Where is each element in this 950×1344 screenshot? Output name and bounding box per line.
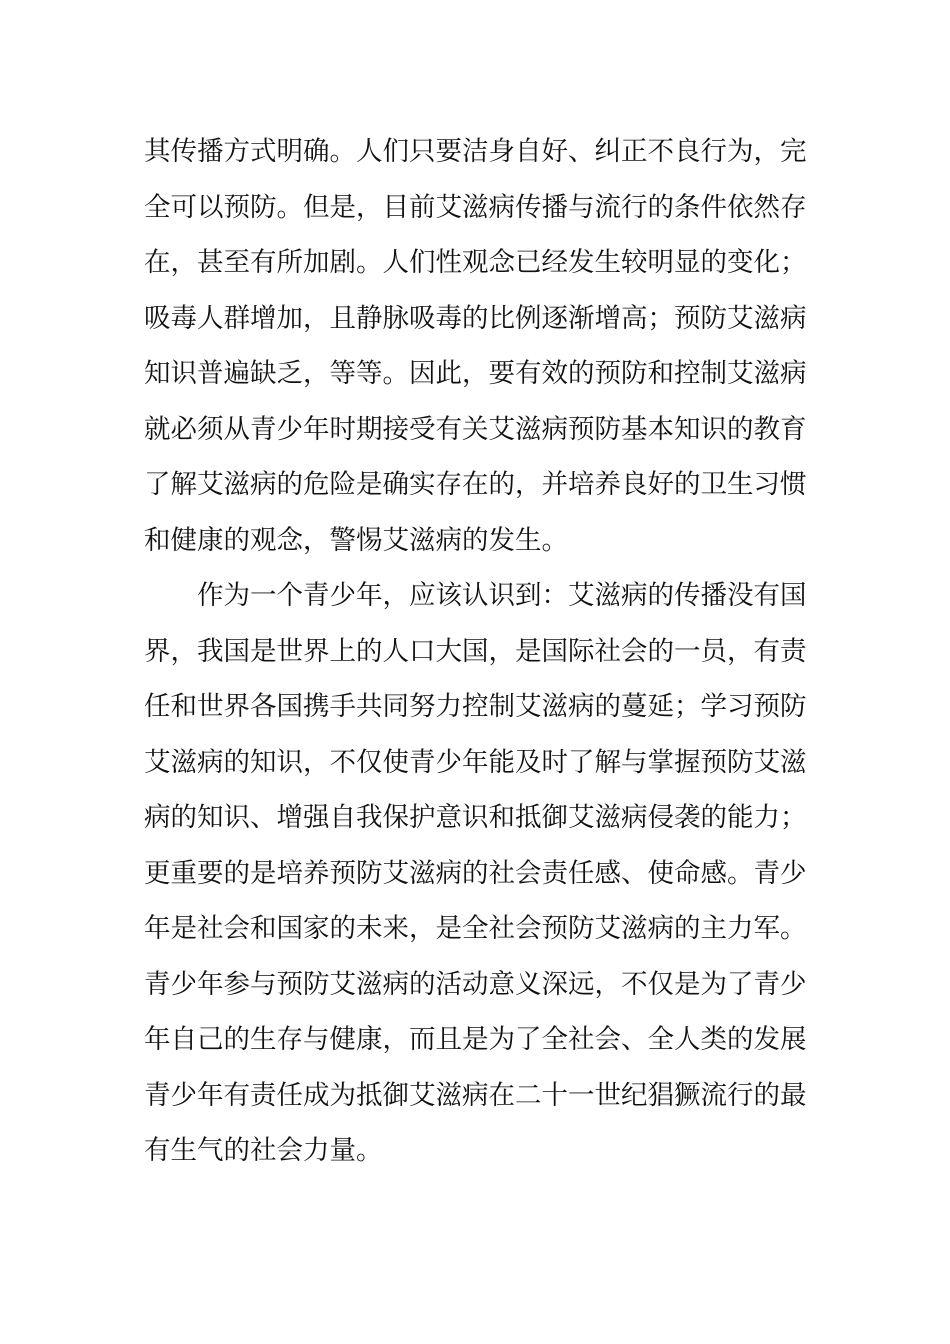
paragraph-line: 知识普遍缺乏，等等。因此，要有效的预防和控制艾滋病 (144, 358, 807, 389)
paragraph-line: 其传播方式明确。人们只要洁身自好、纠正不良行为，完 (144, 136, 807, 167)
paragraph-line: 全可以预防。但是，目前艾滋病传播与流行的条件依然存 (144, 191, 807, 223)
paragraph-1 (144, 124, 814, 568)
paragraph-line: 任和世界各国携手共同努力控制艾滋病的蔓延；学习预防 (144, 691, 807, 722)
paragraph-line: 在，甚至有所加剧。人们性观念已经发生较明显的变化； (144, 247, 807, 278)
document-body (144, 124, 814, 1179)
paragraph-line: 病的知识、增强自我保护意识和抵御艾滋病侵袭的能力； (144, 802, 807, 833)
paragraph-line: 有生气的社会力量。 (144, 1135, 383, 1166)
paragraph-line: 和健康的观念，警惕艾滋病的发生。 (144, 524, 568, 556)
paragraph-line: 艾滋病的知识，不仅使青少年能及时了解与掌握预防艾滋 (144, 746, 807, 778)
paragraph-line: 吸毒人群增加，且静脉吸毒的比例逐渐增高；预防艾滋病 (144, 302, 807, 334)
paragraph-line: 年自己的生存与健康，而且是为了全社会、全人类的发展 (144, 1024, 807, 1055)
paragraph-line: 年是社会和国家的未来，是全社会预防艾滋病的主力军。 (144, 913, 807, 944)
paragraph-2 (144, 568, 814, 1179)
paragraph-line: 就必须从青少年时期接受有关艾滋病预防基本知识的教育 (144, 413, 807, 445)
paragraph-line: 青少年有责任成为抵御艾滋病在二十一世纪猖獗流行的最 (144, 1079, 807, 1111)
paragraph-line: 更重要的是培养预防艾滋病的社会责任感、使命感。青少 (144, 857, 807, 889)
paragraph-line: 作为一个青少年，应该认识到：艾滋病的传播没有国 (197, 580, 807, 611)
paragraph-line: 青少年参与预防艾滋病的活动意义深远，不仅是为了青少 (144, 968, 807, 1000)
paragraph-line: 了解艾滋病的危险是确实存在的，并培养良好的卫生习惯 (144, 469, 807, 500)
paragraph-line: 界，我国是世界上的人口大国，是国际社会的一员，有责 (144, 635, 807, 667)
